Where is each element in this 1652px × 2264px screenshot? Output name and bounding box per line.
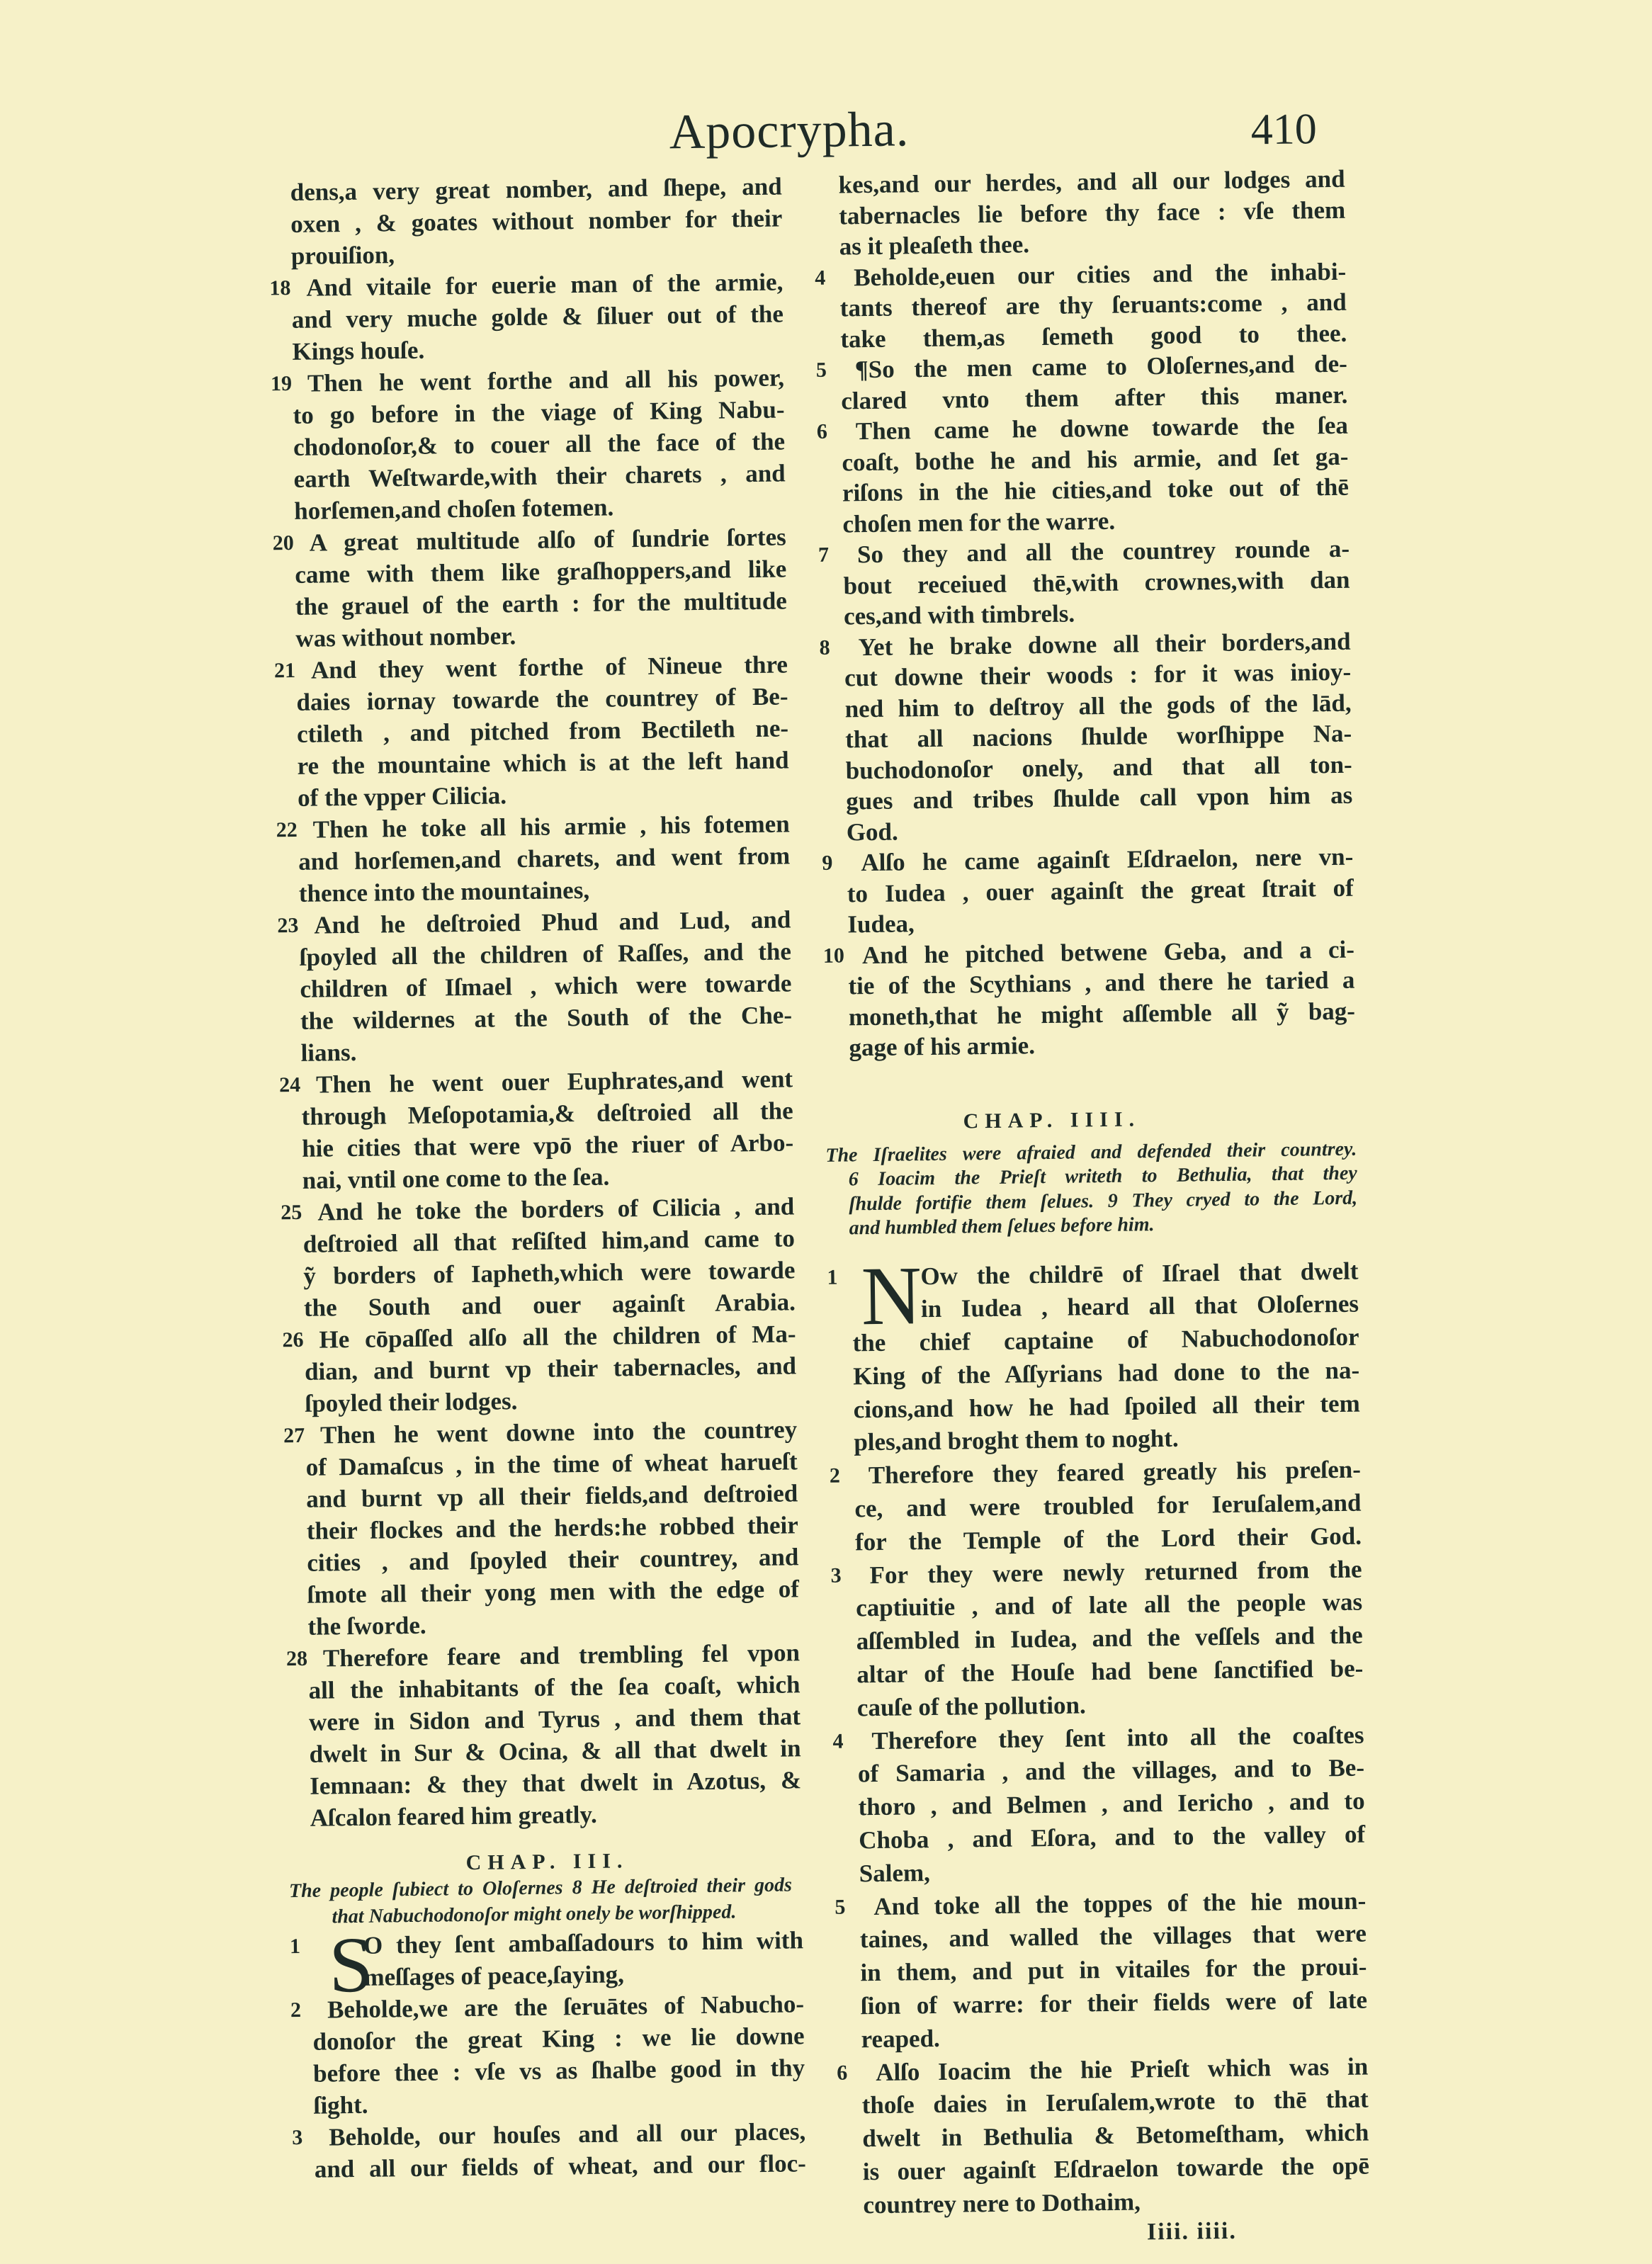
line-text: in Iudea , heard all that Oloſernes [920,1289,1359,1323]
right-column [813,164,1369,2223]
line-text: buchodonoſor onely, and that all ton- [845,750,1352,784]
line-text: Yet he brake downe all their borders,and [858,627,1351,661]
line-text: meſſages of peace,ſaying, [363,1960,625,1991]
line-text: altar of the Houſe had bene ſanctified be- [856,1654,1364,1689]
line-text: and horſemen,and charets, and went from [298,842,791,876]
line-text: Then he went downe into the countrey [319,1415,798,1449]
line-text: King of the Aſſyrians had done to the na- [852,1356,1360,1391]
line-text: of Damaſcus , in the time of wheat harueſt [305,1447,798,1481]
line-text: God. [846,817,898,846]
verse-number: 4 [815,266,826,290]
line-text: Iemnaan: & they that dwelt in Azotus, & [309,1766,802,1800]
line-text: ſpoyled all the children of Raſſes, and the [299,937,792,971]
line-text: children of Iſmael , which were towarde [300,969,792,1003]
line-text: ỹ borders of Iapheth,which were towarde [303,1256,796,1290]
line-text: So they and all the countrey rounde a- [856,534,1350,569]
line-text: Alſo Ioacim the hie Prieſt which was in [875,2052,1369,2086]
line-text: of Samaria , and the villages, and to Be- [857,1754,1365,1788]
line-text: Therefore feare and trembling fel vpon [322,1638,800,1672]
verse-number: 24 [278,1072,301,1097]
line-text: is ouer againſt Eſdraelon towarde the opē [862,2151,1370,2186]
line-text: daies iornay towarde the countrey of Be- [296,682,788,716]
line-text: thoro , and Belmen , and Iericho , and to [858,1787,1365,1821]
line-text: gues and tribes ſhulde call vpon him as [846,781,1353,815]
line-text: ce, and were troubled for Ieruſalem,and [854,1488,1362,1523]
line-text: tie of the Scythians , and there he taried a [848,966,1355,1000]
line-text: Therefore they feared greatly his preſen- [868,1455,1362,1490]
line-text: take them,as ſemeth good to thee. [840,319,1347,353]
line-text: Beholde, our houſes and all our places, [329,2117,806,2151]
line-text: captiuitie , and of late all the people was [855,1588,1363,1622]
line-text: re the mountaine which is at the left hand [297,746,789,780]
chapter-heading: CHAP. IIII. [963,1106,1141,1133]
line-text: came with them like graſhoppers,and like [295,555,787,589]
line-text: cauſe of the pollution. [856,1691,1086,1722]
line-text: And toke all the toppes of the hie moun- [873,1886,1367,1920]
line-text: And he toke the borders of Cilicia , and [317,1192,795,1226]
line-text: He cōpaſſed alſo all the children of Ma- [319,1320,796,1354]
line-text: horſemen,and choſen fotemen. [293,493,614,525]
line-text: the South and ouer againſt Arabia. [303,1288,796,1322]
line-text: choſen men for the warre. [842,506,1116,538]
verse-number: 9 [822,851,833,875]
line-text: as it pleaſeth thee. [839,230,1030,261]
verse-number: 2 [290,1998,302,2022]
line-text: bout receiued thē,with crownes,with dan [843,565,1350,599]
summary-text: 6 Ioacim the Prieſt writeth to Bethulia, that they [848,1162,1357,1191]
line-text: before thee : vſe vs as ſhalbe good in thy [312,2054,805,2088]
summary-text: The Iſraelites were afraied and defended their countrey. [825,1138,1357,1167]
line-text: countrey nere to Dothaim, [863,2187,1141,2219]
line-text: thoſe daies in Ieruſalem,wrote to thē that [861,2085,1369,2119]
line-text: And vitaile for euerie man of the armie, [306,268,783,302]
line-text: the wildernes at the South of the Che- [300,1001,793,1035]
summary-text: ſhulde fortifie them ſelues. 9 They cryed to the Lord, [849,1187,1358,1215]
line-text: to go before in the viage of King Nabu- [293,395,785,429]
line-text: and burnt vp all their fields,and deſtroied [306,1479,798,1513]
line-text: cut downe their woods : for it was inioy- [844,657,1352,692]
verse-number: 28 [285,1646,308,1671]
line-text: dian, and burnt vp their tabernacles, and [304,1352,797,1386]
line-text: Then came he downe towarde the ſea [855,411,1349,446]
line-text: tabernacles lie before thy face : vſe them [838,196,1346,230]
line-text: clared vnto them after this maner. [841,380,1348,414]
drop-cap: N [861,1248,922,1342]
line-text: ples,and broght them to noght. [854,1425,1179,1456]
line-text: and all our fields of wheat, and our floc- [314,2149,806,2183]
verse-number: 27 [283,1423,305,1448]
verse-number: 20 [272,531,294,555]
line-text: chodonoſor,& to couer all the face of the [293,427,786,461]
line-text: the grauel of the earth : for the multitude [295,587,788,621]
line-text: Beholde,euen our cities and the inhabi- [853,257,1347,291]
line-text: tants thereof are thy ſeruants:come , and [839,288,1347,322]
left-column [268,170,810,2185]
line-text: Alſo he came againſt Eſdraelon, nere vn- [861,842,1354,877]
chapter-heading: CHAP. III. [465,1849,629,1875]
verse-number: 1 [827,1265,838,1289]
line-text: And he deſtroied Phud and Lud, and [314,905,791,939]
line-text: And he pitched betwene Geba, and a ci- [861,935,1355,969]
line-text: Then he toke all his armie , his fotemen [312,810,790,844]
line-text: to Iudea , ouer againſt the great ſtrait of [847,873,1354,907]
verse-number: 1 [289,1934,301,1959]
line-text: Kings houſe. [292,336,425,366]
line-text: lians. [300,1038,357,1067]
text-line [293,2147,810,2185]
line-text: all the inhabitants of the ſea coaſt, which [308,1670,800,1704]
text-line [824,1026,1355,1064]
line-text: A great multitude alſo of ſundrie ſortes [309,523,786,557]
verse-number: 25 [281,1200,302,1225]
verse-number: 5 [815,358,827,382]
line-text: earth Weſtwarde,with their charets , and [293,459,786,493]
verse-number: 10 [822,943,845,968]
verse-number: 6 [816,419,828,443]
line-text: Iudea, [847,910,915,939]
line-text: Therefore they ſent into all the coaſtes [871,1721,1364,1755]
line-text: kes,and our herdes, and all our lodges and [838,164,1345,199]
verse-number: 6 [836,2061,848,2085]
line-text: ned him to deſtroy all the gods of the lād, [844,689,1352,723]
line-text: for the Temple of the Lord their God. [854,1522,1362,1556]
verse-number: 22 [276,817,298,842]
verse-number: 23 [277,913,299,938]
verse-number: 2 [829,1464,841,1488]
verse-number: 4 [832,1729,844,1753]
line-text: the chief captaine of Nabuchodonoſor [852,1323,1359,1357]
summary-text: that Nabuchodonoſor might onely be worſhipped. [332,1901,737,1928]
line-text: hie cities that were vpō the riuer of Arbo- [301,1128,794,1162]
line-text: dwelt in Sur & Ocina, & all that dwelt in [309,1734,801,1768]
line-text: reaped. [861,2024,941,2054]
verse-number: 21 [273,658,296,683]
line-text: that all nacions ſhulde worſhippe Na- [844,719,1352,754]
text-line [288,1796,805,1834]
line-text: of the vpper Cilicia. [297,781,507,812]
text-line [838,2183,1370,2222]
line-text: through Meſopotamia,& deſtroied all the [301,1097,793,1131]
line-text: Beholde,we are the ſeruātes of Nabucho- [327,1990,805,2024]
line-text: oxen , & goates without nomber for their [290,204,783,238]
line-text: riſons in the hie cities,and toke out of thē [842,472,1350,507]
verse-number: 3 [830,1563,842,1587]
line-text: their flockes and the herds:he robbed their [306,1511,798,1545]
line-text: and very muche golde & ſiluer out of the [291,300,784,334]
line-text: cions,and how he had ſpoiled all their tem [853,1389,1360,1424]
summary-text: and humbled them ſelues before him. [849,1213,1155,1240]
line-text: cities , and ſpoyled their countrey, and [307,1543,799,1577]
drop-cap: S [328,1920,374,2010]
line-text: Then he went ouer Euphrates,and went [315,1065,793,1099]
line-text: Salem, [859,1858,931,1888]
line-text: ſmote all their yong men with the edge of [307,1575,800,1609]
line-text: ces,and with timbrels. [843,599,1075,630]
verse-number: 3 [292,2125,303,2150]
line-text: prouiſion, [290,241,395,270]
verse-number: 7 [817,543,830,567]
page-number: 410 [1250,105,1318,154]
line-text: ſion of warre: for their fields were of late [860,1986,1368,2020]
line-text: ſpoyled their lodges. [305,1387,518,1417]
line-text: Ow the childrē of Iſrael that dwelt [920,1257,1359,1290]
line-text: dens,a very great nomber, and ſhepe, and [290,172,782,206]
line-text: Then he went forthe and all his power, [307,363,785,397]
running-title: Apocrypha. [669,102,910,160]
verse-number: 18 [269,276,291,300]
line-text: taines, and walled the villages that were [859,1920,1367,1954]
line-text: aſſembled in Iudea, and the veſſels and the [856,1621,1363,1655]
line-text: were in Sidon and Tyrus , and them that [308,1702,801,1736]
signature-mark: Iiii. iiii. [1146,2217,1238,2246]
verse-number: 5 [835,1895,846,1919]
verse-number: 8 [819,635,830,660]
line-text: Aſcalon feared him greatly. [310,1800,598,1832]
line-text: the ſworde. [307,1611,426,1641]
verse-number: 19 [270,371,293,396]
line-text: gage of his armie. [849,1031,1036,1062]
summary-text: The people ſubiect to Oloſernes 8 He deſtroied their gods [288,1874,793,1903]
line-text: moneth,that he might aſſemble all ỹ bag- [848,997,1356,1031]
line-text: ſight. [313,2090,368,2119]
line-text: coaſt, bothe he and his armie, and ſet ga- [842,442,1349,476]
line-text: nai, vntil one come to the ſea. [302,1162,610,1194]
line-text: deſtroied all that reſiſted him,and came to [302,1224,796,1258]
line-text: ¶So the men came to Oloſernes,and de- [854,349,1348,384]
line-text: donoſor the great King : we lie downe [312,2022,805,2056]
line-text: O they ſent ambaſſadours to him with [363,1926,804,1959]
line-text: was without nomber. [295,622,516,652]
verse-number: 26 [282,1328,304,1352]
line-text: in them, and put in vitailes for the proui- [860,1952,1367,1987]
line-text: For they were newly returned from the [869,1555,1362,1589]
line-text: And they went forthe of Nineue thre [310,650,788,684]
line-text: ctileth , and pitched from Bectileth ne- [296,714,789,748]
line-text: dwelt in Bethulia & Betomeſtham, which [862,2118,1369,2153]
line-text: thence into the mountaines, [298,876,590,907]
line-text: Choba , and Eſora, and to the valley of [858,1820,1366,1855]
